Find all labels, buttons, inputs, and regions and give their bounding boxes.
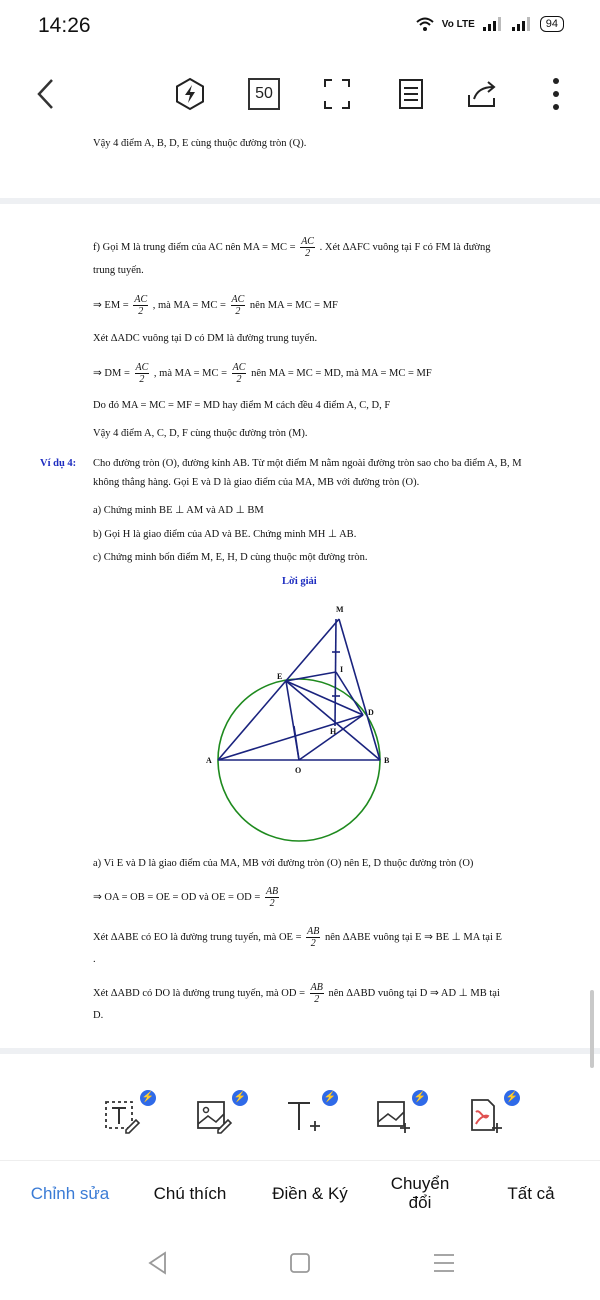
nav-menu-icon[interactable] xyxy=(432,1252,456,1274)
signal-icon xyxy=(482,17,504,31)
tab-edit[interactable]: Chỉnh sửa xyxy=(30,1183,110,1203)
example-line2: không thẳng hàng. Gọi E và D là giao điểm của MA, MB với đường tròn (O). xyxy=(93,477,420,488)
boost-button[interactable] xyxy=(172,76,208,112)
tool-row xyxy=(0,1088,600,1152)
fraction-ab-2: $\frac{AB}{2}$ xyxy=(265,886,279,909)
network-label: Vo LTE xyxy=(441,18,475,30)
f-line5b: , mà MA = MC = xyxy=(153,367,228,379)
solution-line4a: Xét ΔABD có DO là đường trung tuyến, mà OD = xyxy=(93,987,306,999)
tab-annotate[interactable]: Chú thích xyxy=(153,1183,227,1203)
pdf-convert-tool[interactable] xyxy=(466,1092,519,1140)
back-button[interactable] xyxy=(28,76,64,112)
f-line3b: , mà MA = MC = xyxy=(152,299,226,311)
fraction-ac-2: $\frac{AC}{2}$ xyxy=(232,362,246,385)
image-edit-icon xyxy=(194,1096,234,1136)
text-edit-icon xyxy=(102,1096,142,1136)
fraction-ac-2: $\frac{AC}{2}$ xyxy=(231,294,245,317)
f-line7: Vậy 4 điểm A, C, D, F cùng thuộc đường tròn (M). xyxy=(93,428,308,439)
f-line3c: nên MA = MC = MF xyxy=(249,299,338,311)
document-list-icon xyxy=(398,78,424,110)
f-line1b: . Xét ΔAFC vuông tại F có FM là đường xyxy=(319,241,491,253)
fullscreen-button[interactable] xyxy=(320,76,354,112)
more-vertical-icon xyxy=(551,77,561,111)
tab-all[interactable]: Tất cả xyxy=(507,1183,555,1203)
system-nav-bar xyxy=(0,1236,600,1300)
doc-top-line: Vậy 4 điểm A, B, D, E cùng thuộc đường tròn (Q). xyxy=(93,138,307,149)
page-count: 50 xyxy=(248,78,280,110)
solution-line2a: ⇒ OA = OB = OE = OD và OE = OD = xyxy=(93,891,261,903)
top-toolbar xyxy=(0,60,600,130)
solution-line3b: nên ΔABE vuông tại E ⇒ BE ⊥ MA tại E xyxy=(324,931,502,943)
more-options-button[interactable] xyxy=(544,76,568,112)
outline-button[interactable] xyxy=(394,76,428,112)
label-o: O xyxy=(295,766,302,775)
label-e: E xyxy=(277,672,283,681)
page-count-button[interactable] xyxy=(247,76,281,112)
f-line3a: ⇒ EM = xyxy=(93,299,129,311)
label-m: M xyxy=(336,605,344,614)
document-scrollbar[interactable] xyxy=(590,990,594,1068)
label-h: H xyxy=(330,727,337,736)
example-line1: Cho đường tròn (O), đường kính AB. Từ một điểm M nằm ngoài đường tròn sao cho ba điểm A, B, M xyxy=(93,458,522,469)
battery-indicator: 94 xyxy=(540,16,564,32)
f-line6: Do đó MA = MC = MF = MD hay điểm M cách đều 4 điểm A, C, D, F xyxy=(93,400,391,411)
lightning-badge-icon: ⚡ xyxy=(322,1090,338,1106)
tab-fill-sign[interactable]: Điền & Ký xyxy=(272,1183,348,1203)
solution-line3a: Xét ΔABE có EO là đường trung tuyến, mà OE = xyxy=(93,931,302,943)
nav-back-icon[interactable] xyxy=(146,1250,168,1276)
status-bar xyxy=(0,0,600,52)
status-time: 14:26 xyxy=(38,14,91,37)
chevron-left-icon xyxy=(34,77,58,111)
solution-dot: . xyxy=(93,954,96,965)
lightning-hexagon-icon xyxy=(173,77,207,111)
example-c: c) Chứng minh bốn điểm M, E, H, D cùng thuộc một đường tròn. xyxy=(93,552,368,563)
fraction-ab-2: $\frac{AB}{2}$ xyxy=(310,982,323,1005)
label-i: I xyxy=(340,665,344,674)
fraction-ac-2: $\frac{AC}{2}$ xyxy=(301,236,314,259)
fraction-ac-2: $\frac{AC}{2}$ xyxy=(135,362,149,385)
solution-title: Lời giải xyxy=(282,576,317,587)
pdf-convert-icon xyxy=(466,1096,506,1136)
solution-line5: D. xyxy=(93,1010,104,1021)
segment-oi xyxy=(294,726,299,760)
tab-convert[interactable]: Chuyển đổi xyxy=(390,1174,450,1212)
text-edit-tool[interactable] xyxy=(102,1092,155,1140)
lightning-badge-icon: ⚡ xyxy=(412,1090,428,1106)
page-separator xyxy=(0,1048,600,1054)
signal-icon-2 xyxy=(511,17,533,31)
page-separator xyxy=(0,198,600,204)
segment-bm xyxy=(339,619,380,760)
f-line5a: ⇒ DM = xyxy=(93,367,130,379)
document-viewer[interactable] xyxy=(0,134,600,1054)
solution-line1: a) Vì E và D là giao điểm của MA, MB với đường tròn (O) nên E, D thuộc đường tròn (O) xyxy=(93,858,474,869)
lightning-badge-icon: ⚡ xyxy=(504,1090,520,1106)
add-image-icon xyxy=(374,1096,414,1136)
f-line5c: nên MA = MC = MD, mà MA = MC = MF xyxy=(251,367,432,379)
segment-be xyxy=(286,681,380,760)
add-text-tool[interactable] xyxy=(284,1092,337,1140)
bottom-tab-bar xyxy=(0,1160,600,1225)
geometry-figure xyxy=(200,600,400,850)
f-line1a: f) Gọi M là trung điểm của AC nên MA = MC = xyxy=(93,241,296,253)
segment-ad xyxy=(218,715,363,760)
image-edit-tool[interactable] xyxy=(194,1092,247,1140)
add-text-icon xyxy=(284,1096,324,1136)
label-b: B xyxy=(384,756,390,765)
example-label: Ví dụ 4: xyxy=(40,458,77,469)
segment-am xyxy=(218,619,339,760)
lightning-badge-icon: ⚡ xyxy=(140,1090,156,1106)
label-a: A xyxy=(206,756,212,765)
fullscreen-icon xyxy=(323,78,351,110)
wifi-icon xyxy=(415,16,435,32)
share-icon xyxy=(466,79,500,109)
share-button[interactable] xyxy=(465,76,501,112)
nav-home-icon[interactable] xyxy=(288,1251,312,1275)
solution-line4b: nên ΔABD vuông tại D ⇒ AD ⊥ MB tại xyxy=(328,987,500,999)
label-d: D xyxy=(368,708,374,717)
f-line2: trung tuyến. xyxy=(93,265,144,276)
example-a: a) Chứng minh BE ⊥ AM và AD ⊥ BM xyxy=(93,505,264,516)
add-image-tool[interactable] xyxy=(374,1092,427,1140)
lightning-badge-icon: ⚡ xyxy=(232,1090,248,1106)
example-b: b) Gọi H là giao điểm của AD và BE. Chứng minh MH ⊥ AB. xyxy=(93,529,357,540)
fraction-ac-2: $\frac{AC}{2}$ xyxy=(134,294,148,317)
fraction-ab-2: $\frac{AB}{2}$ xyxy=(307,926,320,949)
f-line4: Xét ΔADC vuông tại D có DM là đường trung tuyến. xyxy=(93,333,318,344)
